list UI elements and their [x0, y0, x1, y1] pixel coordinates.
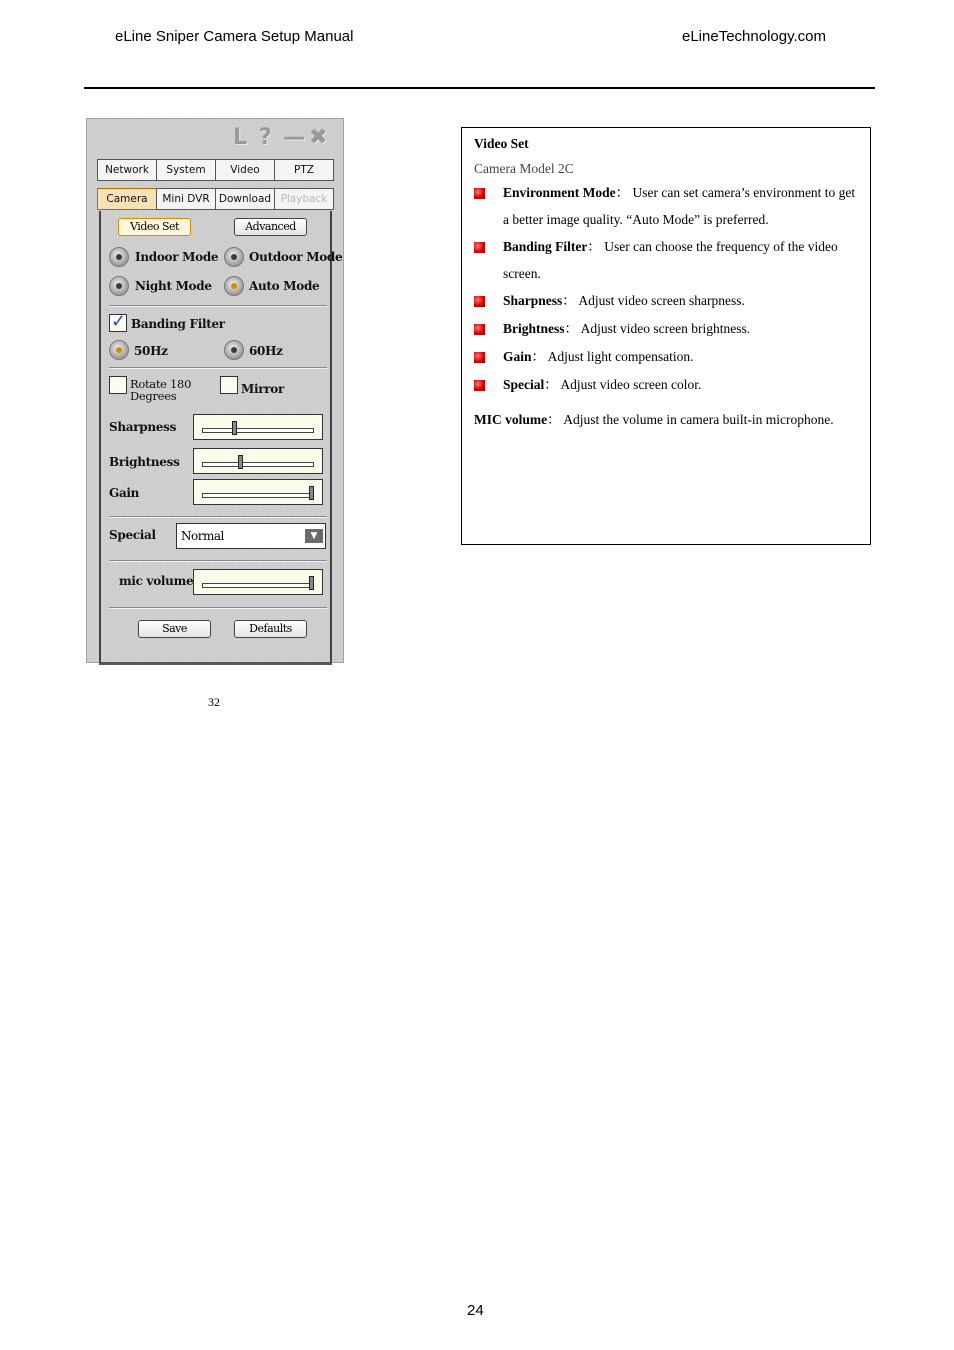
- item-term: Special: [503, 377, 545, 392]
- brightness-slider[interactable]: [193, 448, 323, 474]
- rotate-label-line2: Degrees: [130, 389, 177, 403]
- red-bullet-icon: [474, 380, 485, 391]
- night-mode-label: Night Mode: [135, 279, 212, 293]
- auto-mode-label: Auto Mode: [249, 279, 320, 293]
- panel-titlebar: [87, 119, 343, 155]
- item-description: User can set camera’s environment to get a better image quality. “Auto Mode” is preferred.: [503, 185, 856, 227]
- panel-bottom-rule: [99, 662, 332, 665]
- info-title: Video Set: [474, 136, 529, 151]
- red-bullet-icon: [474, 352, 485, 363]
- slider-thumb[interactable]: [238, 455, 243, 469]
- divider: [109, 560, 327, 562]
- item-description: Adjust video screen brightness.: [580, 321, 751, 336]
- sharpness-slider[interactable]: [193, 414, 323, 440]
- auto-mode-radio[interactable]: [224, 276, 244, 296]
- item-term: Gain: [503, 349, 532, 364]
- tab-video[interactable]: Video: [215, 159, 275, 181]
- defaults-button[interactable]: Defaults: [234, 620, 307, 638]
- info-subtitle: Camera Model 2C: [474, 161, 574, 176]
- header-right: eLineTechnology.com: [682, 28, 826, 45]
- item-separator: ：: [547, 412, 561, 427]
- item-description: Adjust the volume in camera built-in microphone.: [563, 412, 834, 427]
- video-set-info-box: [461, 127, 871, 545]
- gain-label: Gain: [109, 486, 140, 500]
- indoor-mode-label: Indoor Mode: [135, 250, 219, 264]
- special-select[interactable]: [176, 523, 326, 549]
- red-bullet-icon: [474, 296, 485, 307]
- tab-camera[interactable]: Camera: [97, 188, 157, 210]
- sharpness-label: Sharpness: [109, 420, 177, 434]
- mic-volume-description: [474, 408, 834, 428]
- help-icon[interactable]: ?: [259, 125, 272, 150]
- header-rule: [84, 87, 875, 89]
- item-term: Banding Filter: [503, 239, 588, 254]
- outdoor-mode-label: Outdoor Mode: [249, 250, 343, 264]
- outdoor-mode-radio[interactable]: [224, 247, 244, 267]
- mirror-label: Mirror: [241, 382, 285, 396]
- item-description: Adjust video screen sharpness.: [578, 293, 745, 308]
- divider: [109, 367, 327, 369]
- special-label: Special: [109, 528, 156, 542]
- mic-volume-label: mic volume: [119, 574, 194, 588]
- divider: [109, 516, 327, 518]
- item-description: Adjust video screen color.: [560, 377, 702, 392]
- item-term: Environment Mode: [503, 185, 616, 200]
- divider: [109, 607, 327, 609]
- mic-volume-slider[interactable]: [193, 569, 323, 595]
- night-mode-radio[interactable]: [109, 276, 129, 296]
- tab-playback[interactable]: Playback: [274, 188, 334, 210]
- tab-ptz[interactable]: PTZ: [274, 159, 334, 181]
- red-bullet-icon: [474, 188, 485, 199]
- page-number: 24: [467, 1302, 484, 1319]
- slider-thumb[interactable]: [309, 576, 314, 590]
- gain-slider[interactable]: [193, 479, 323, 505]
- close-icon[interactable]: ✖: [309, 125, 328, 150]
- camera-settings-panel: [86, 118, 344, 663]
- mirror-checkbox[interactable]: [220, 376, 238, 394]
- 60hz-label: 60Hz: [249, 344, 283, 358]
- lock-icon[interactable]: L: [233, 125, 248, 150]
- item-separator: ：: [564, 321, 579, 336]
- slider-thumb[interactable]: [309, 486, 314, 500]
- item-separator: ：: [531, 349, 546, 364]
- figure-number: 32: [208, 695, 220, 709]
- item-description: User can choose the frequency of the video screen.: [503, 239, 838, 281]
- rotate-180-checkbox[interactable]: [109, 376, 127, 394]
- slider-thumb[interactable]: [232, 421, 237, 435]
- 50hz-radio[interactable]: [109, 340, 129, 360]
- item-term: Brightness: [503, 321, 565, 336]
- rotate-180-label: [130, 378, 191, 402]
- red-bullet-icon: [474, 242, 485, 253]
- tab-network[interactable]: Network: [97, 159, 157, 181]
- chevron-down-icon[interactable]: ▼: [305, 529, 323, 543]
- divider: [109, 305, 327, 307]
- tab-mini-dvr[interactable]: Mini DVR: [156, 188, 216, 210]
- indoor-mode-radio[interactable]: [109, 247, 129, 267]
- item-separator: ：: [615, 185, 630, 200]
- minimize-icon[interactable]: —: [283, 125, 305, 150]
- advanced-button[interactable]: Advanced: [234, 218, 307, 236]
- item-separator: ：: [562, 293, 576, 308]
- item-term: MIC volume: [474, 412, 548, 427]
- item-term: Sharpness: [503, 293, 563, 308]
- 50hz-label: 50Hz: [134, 344, 168, 358]
- item-description: Adjust light compensation.: [547, 349, 694, 364]
- 60hz-radio[interactable]: [224, 340, 244, 360]
- check-icon: ✓: [111, 311, 127, 332]
- tab-download[interactable]: Download: [215, 188, 275, 210]
- rotate-label-line1: Rotate 180: [130, 377, 192, 391]
- item-separator: ：: [544, 377, 558, 392]
- tab-system[interactable]: System: [156, 159, 216, 181]
- sub-tab-row: [97, 188, 333, 210]
- header-left: eLine Sniper Camera Setup Manual: [115, 28, 354, 45]
- brightness-label: Brightness: [109, 455, 180, 469]
- banding-filter-checkbox[interactable]: [109, 311, 127, 332]
- item-separator: ：: [587, 239, 601, 254]
- video-set-button[interactable]: Video Set: [118, 218, 191, 236]
- special-select-value: Normal: [181, 529, 224, 543]
- main-tab-row: [97, 159, 333, 181]
- save-button[interactable]: Save: [138, 620, 211, 638]
- red-bullet-icon: [474, 324, 485, 335]
- banding-filter-label: Banding Filter: [131, 317, 225, 331]
